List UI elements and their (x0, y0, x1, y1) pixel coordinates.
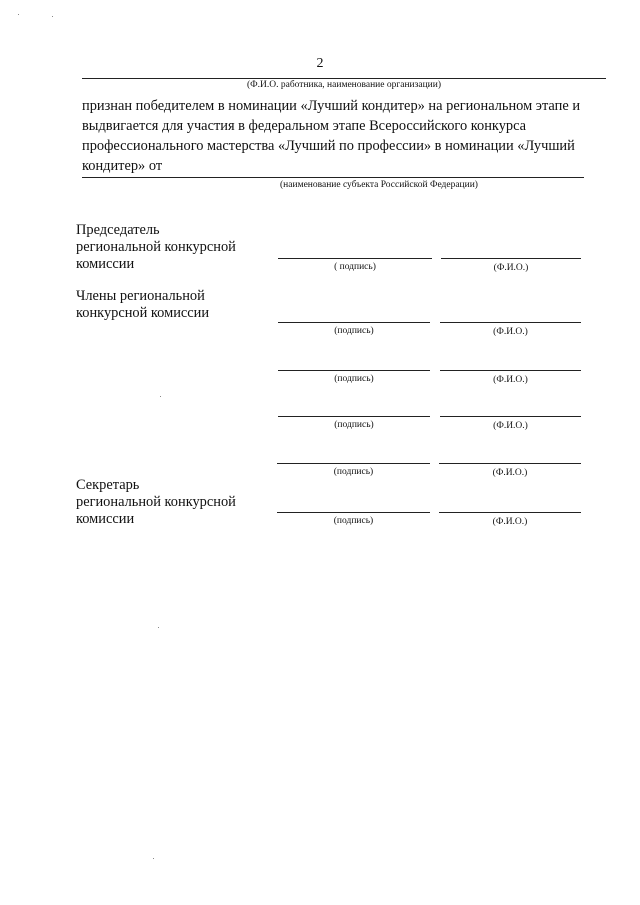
member-name-line (440, 322, 581, 323)
employee-name-line (82, 78, 606, 79)
decision-text-line: выдвигается для участия в федеральном этапе Всероссийского конкурса (82, 118, 527, 134)
secretary-name-caption: (Ф.И.О.) (492, 517, 528, 527)
chairman-name-line (441, 258, 581, 259)
decision-text-line: кондитер» от (82, 158, 163, 174)
member-signature-caption: (подпись) (334, 326, 374, 336)
scan-speck (158, 627, 159, 628)
member-name-line (440, 370, 581, 371)
member-signature-line (278, 322, 430, 323)
page-number: 2 (316, 56, 324, 71)
scan-speck (18, 14, 19, 15)
member-name-caption: (Ф.И.О.) (493, 327, 528, 337)
region-name-line (82, 177, 584, 178)
region-name-caption: (наименование субъекта Российской Федерации) (280, 180, 478, 190)
decision-text (82, 96, 608, 176)
secretary-name-line (439, 512, 581, 513)
member-signature-caption: (подпись) (334, 420, 374, 430)
scan-speck (160, 396, 161, 397)
member-name-line (440, 416, 581, 417)
scan-speck (52, 16, 53, 17)
member-signature-line (277, 463, 430, 464)
employee-name-caption: (Ф.И.О. работника, наименование организации) (246, 80, 442, 90)
member-signature-line (278, 416, 430, 417)
decision-text-line: профессионального мастерства «Лучший по профессии» в номинации «Лучший (82, 138, 575, 154)
member-signature-line (278, 370, 430, 371)
secretary-label: Секретарь региональной конкурсной комиссии (76, 477, 236, 527)
secretary-signature-line (277, 512, 430, 513)
member-name-caption: (Ф.И.О.) (493, 421, 528, 431)
chairman-signature-caption: ( подпись) (334, 262, 376, 272)
member-name-caption: (Ф.И.О.) (493, 375, 528, 385)
scan-speck (153, 858, 154, 859)
member-name-line (439, 463, 581, 464)
member-signature-caption: (подпись) (334, 374, 374, 384)
secretary-signature-caption: (подпись) (333, 516, 374, 526)
decision-text-line: признан победителем в номинации «Лучший кондитер» на региональном этапе и (82, 98, 581, 114)
chairman-label: Председатель региональной конкурсной комиссии (76, 222, 236, 272)
member-name-caption: (Ф.И.О.) (492, 468, 528, 478)
member-signature-caption: (подпись) (333, 467, 374, 477)
chairman-signature-line (278, 258, 432, 259)
chairman-name-caption: (Ф.И.О.) (493, 263, 529, 273)
members-label: Члены региональной конкурсной комиссии (76, 288, 210, 321)
